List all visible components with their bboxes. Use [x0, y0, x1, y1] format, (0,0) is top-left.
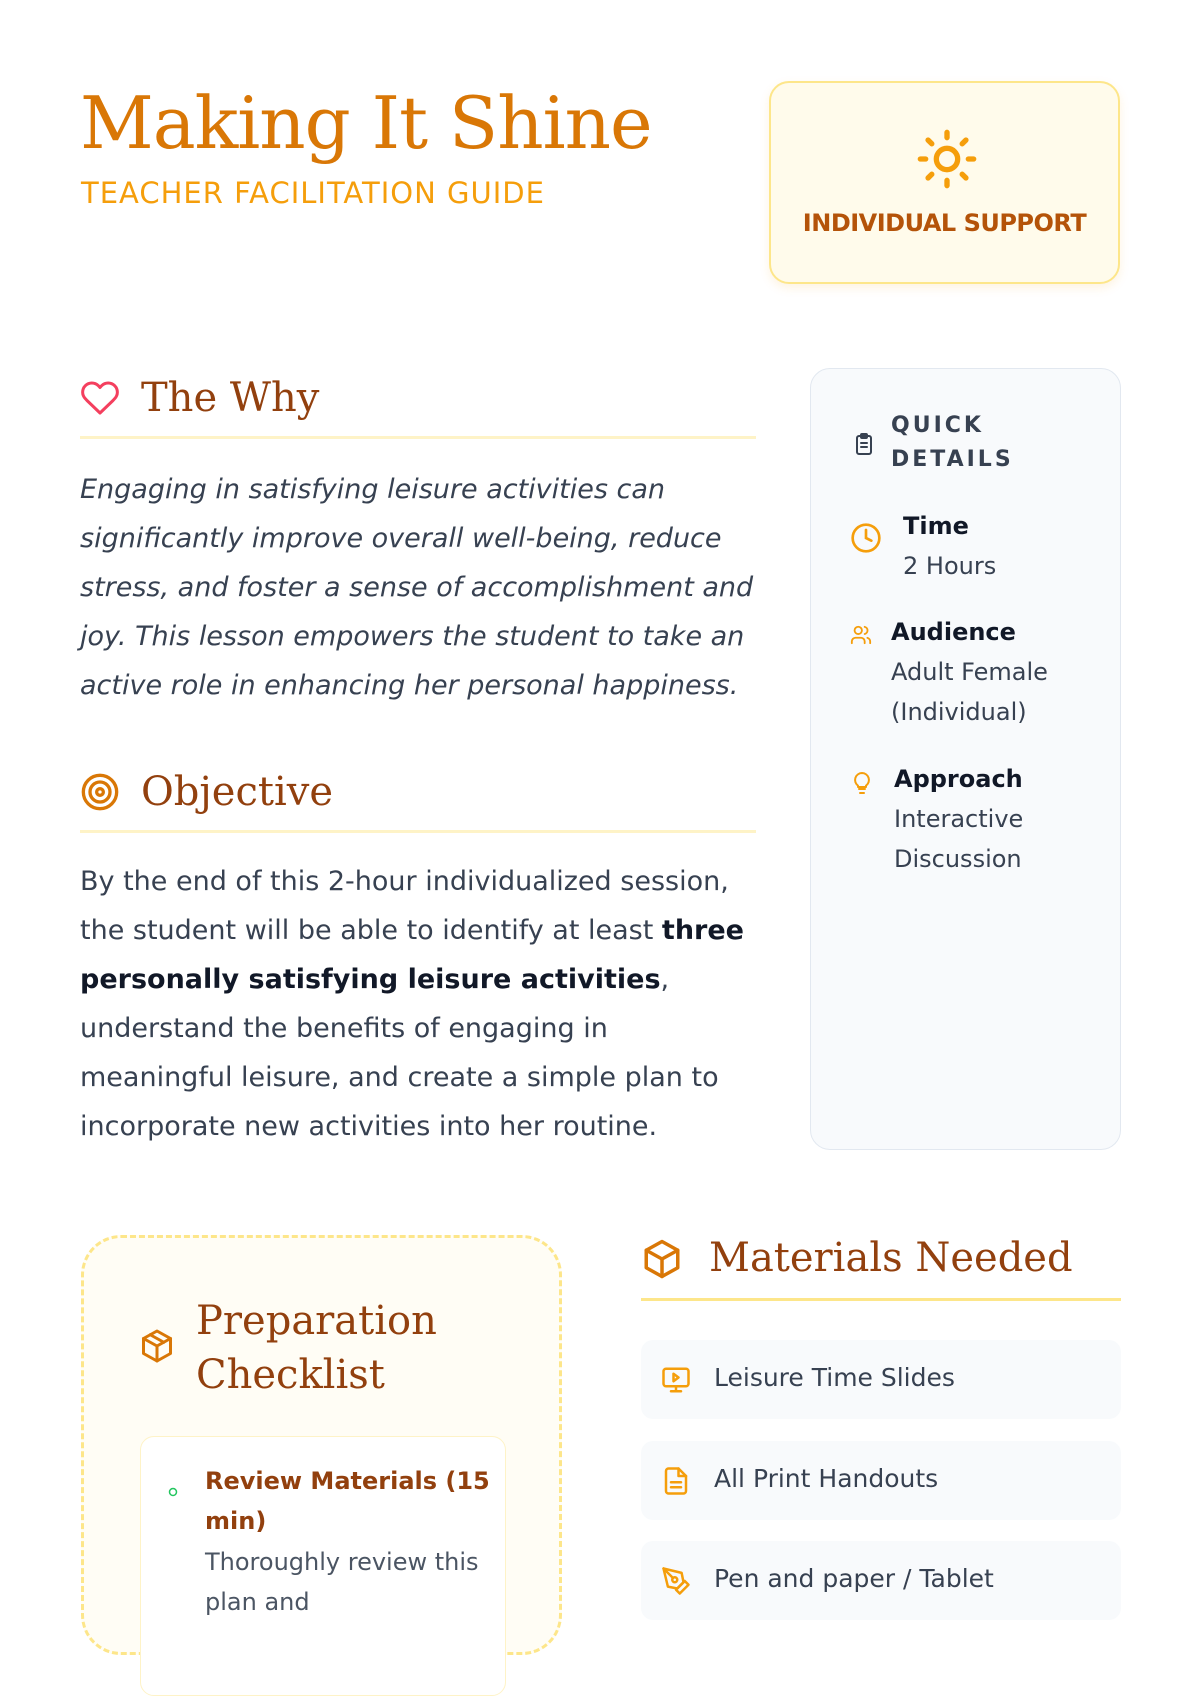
objective-paragraph — [80, 857, 760, 1151]
preparation-title: Preparation Checklist — [196, 1298, 437, 1398]
detail-audience-label: Audience — [891, 618, 1016, 646]
box-icon — [641, 1238, 683, 1280]
detail-approach-label: Approach — [894, 765, 1023, 793]
detail-time-value: 2 Hours — [903, 552, 997, 580]
objective-text-start: By the end of this 2-hour individualized session, the student will be able to identify at least — [80, 866, 729, 946]
material-item — [641, 1340, 1121, 1419]
individual-support-badge — [769, 81, 1120, 284]
pen-tool-icon — [661, 1566, 691, 1596]
package-icon — [139, 1328, 175, 1364]
quick-details-title: QUICK DETAILS — [891, 413, 1014, 472]
objective-text-end: , understand the benefits of engaging in meaningful leisure, and create a simple plan to incorporate new activities into her routine. — [80, 964, 719, 1142]
materials-heading — [641, 1228, 1121, 1301]
clipboard-icon — [852, 432, 876, 456]
presentation-icon — [661, 1365, 691, 1395]
detail-audience-value: Adult Female (Individual) — [891, 658, 1048, 726]
material-item — [641, 1541, 1121, 1620]
objective-heading-text: Objective — [141, 769, 334, 815]
detail-time-label: Time — [903, 512, 969, 540]
material-label: Pen and paper / Tablet — [714, 1564, 994, 1593]
page-subtitle: TEACHER FACILITATION GUIDE — [81, 176, 545, 210]
badge-label: INDIVIDUAL SUPPORT — [802, 209, 1087, 237]
heart-icon — [80, 378, 120, 418]
why-heading-text: The Why — [141, 375, 320, 421]
users-icon — [850, 624, 872, 646]
document-icon — [661, 1466, 691, 1496]
objective-text-emphasis: three personally satisfying leisure activities — [80, 915, 744, 995]
lightbulb-icon — [850, 771, 874, 795]
checklist-item-description: Thoroughly review this plan and — [205, 1548, 479, 1616]
material-label: Leisure Time Slides — [714, 1363, 955, 1392]
detail-approach-value: Interactive Discussion — [894, 805, 1024, 873]
objective-heading — [80, 764, 756, 833]
clock-icon — [850, 522, 882, 554]
checklist-item-title: Review Materials (15 min) — [205, 1467, 490, 1535]
check-dot-icon — [168, 1487, 178, 1497]
materials-heading-text: Materials Needed — [709, 1235, 1073, 1281]
why-heading — [80, 370, 756, 439]
sun-icon — [915, 127, 979, 191]
page-title: Making It Shine — [80, 81, 652, 165]
preparation-checklist — [81, 1235, 562, 1655]
material-label: All Print Handouts — [714, 1464, 939, 1493]
material-item — [641, 1441, 1121, 1520]
quick-details-card — [810, 368, 1121, 1150]
why-paragraph: Engaging in satisfying leisure activities can significantly improve overall well-being, reduce stress, and foster a sense of accomplishment and joy. This lesson empowers the student to take an active role in enhancing her personal happiness. — [80, 474, 754, 701]
target-icon — [80, 772, 120, 812]
checklist-item — [140, 1436, 506, 1696]
